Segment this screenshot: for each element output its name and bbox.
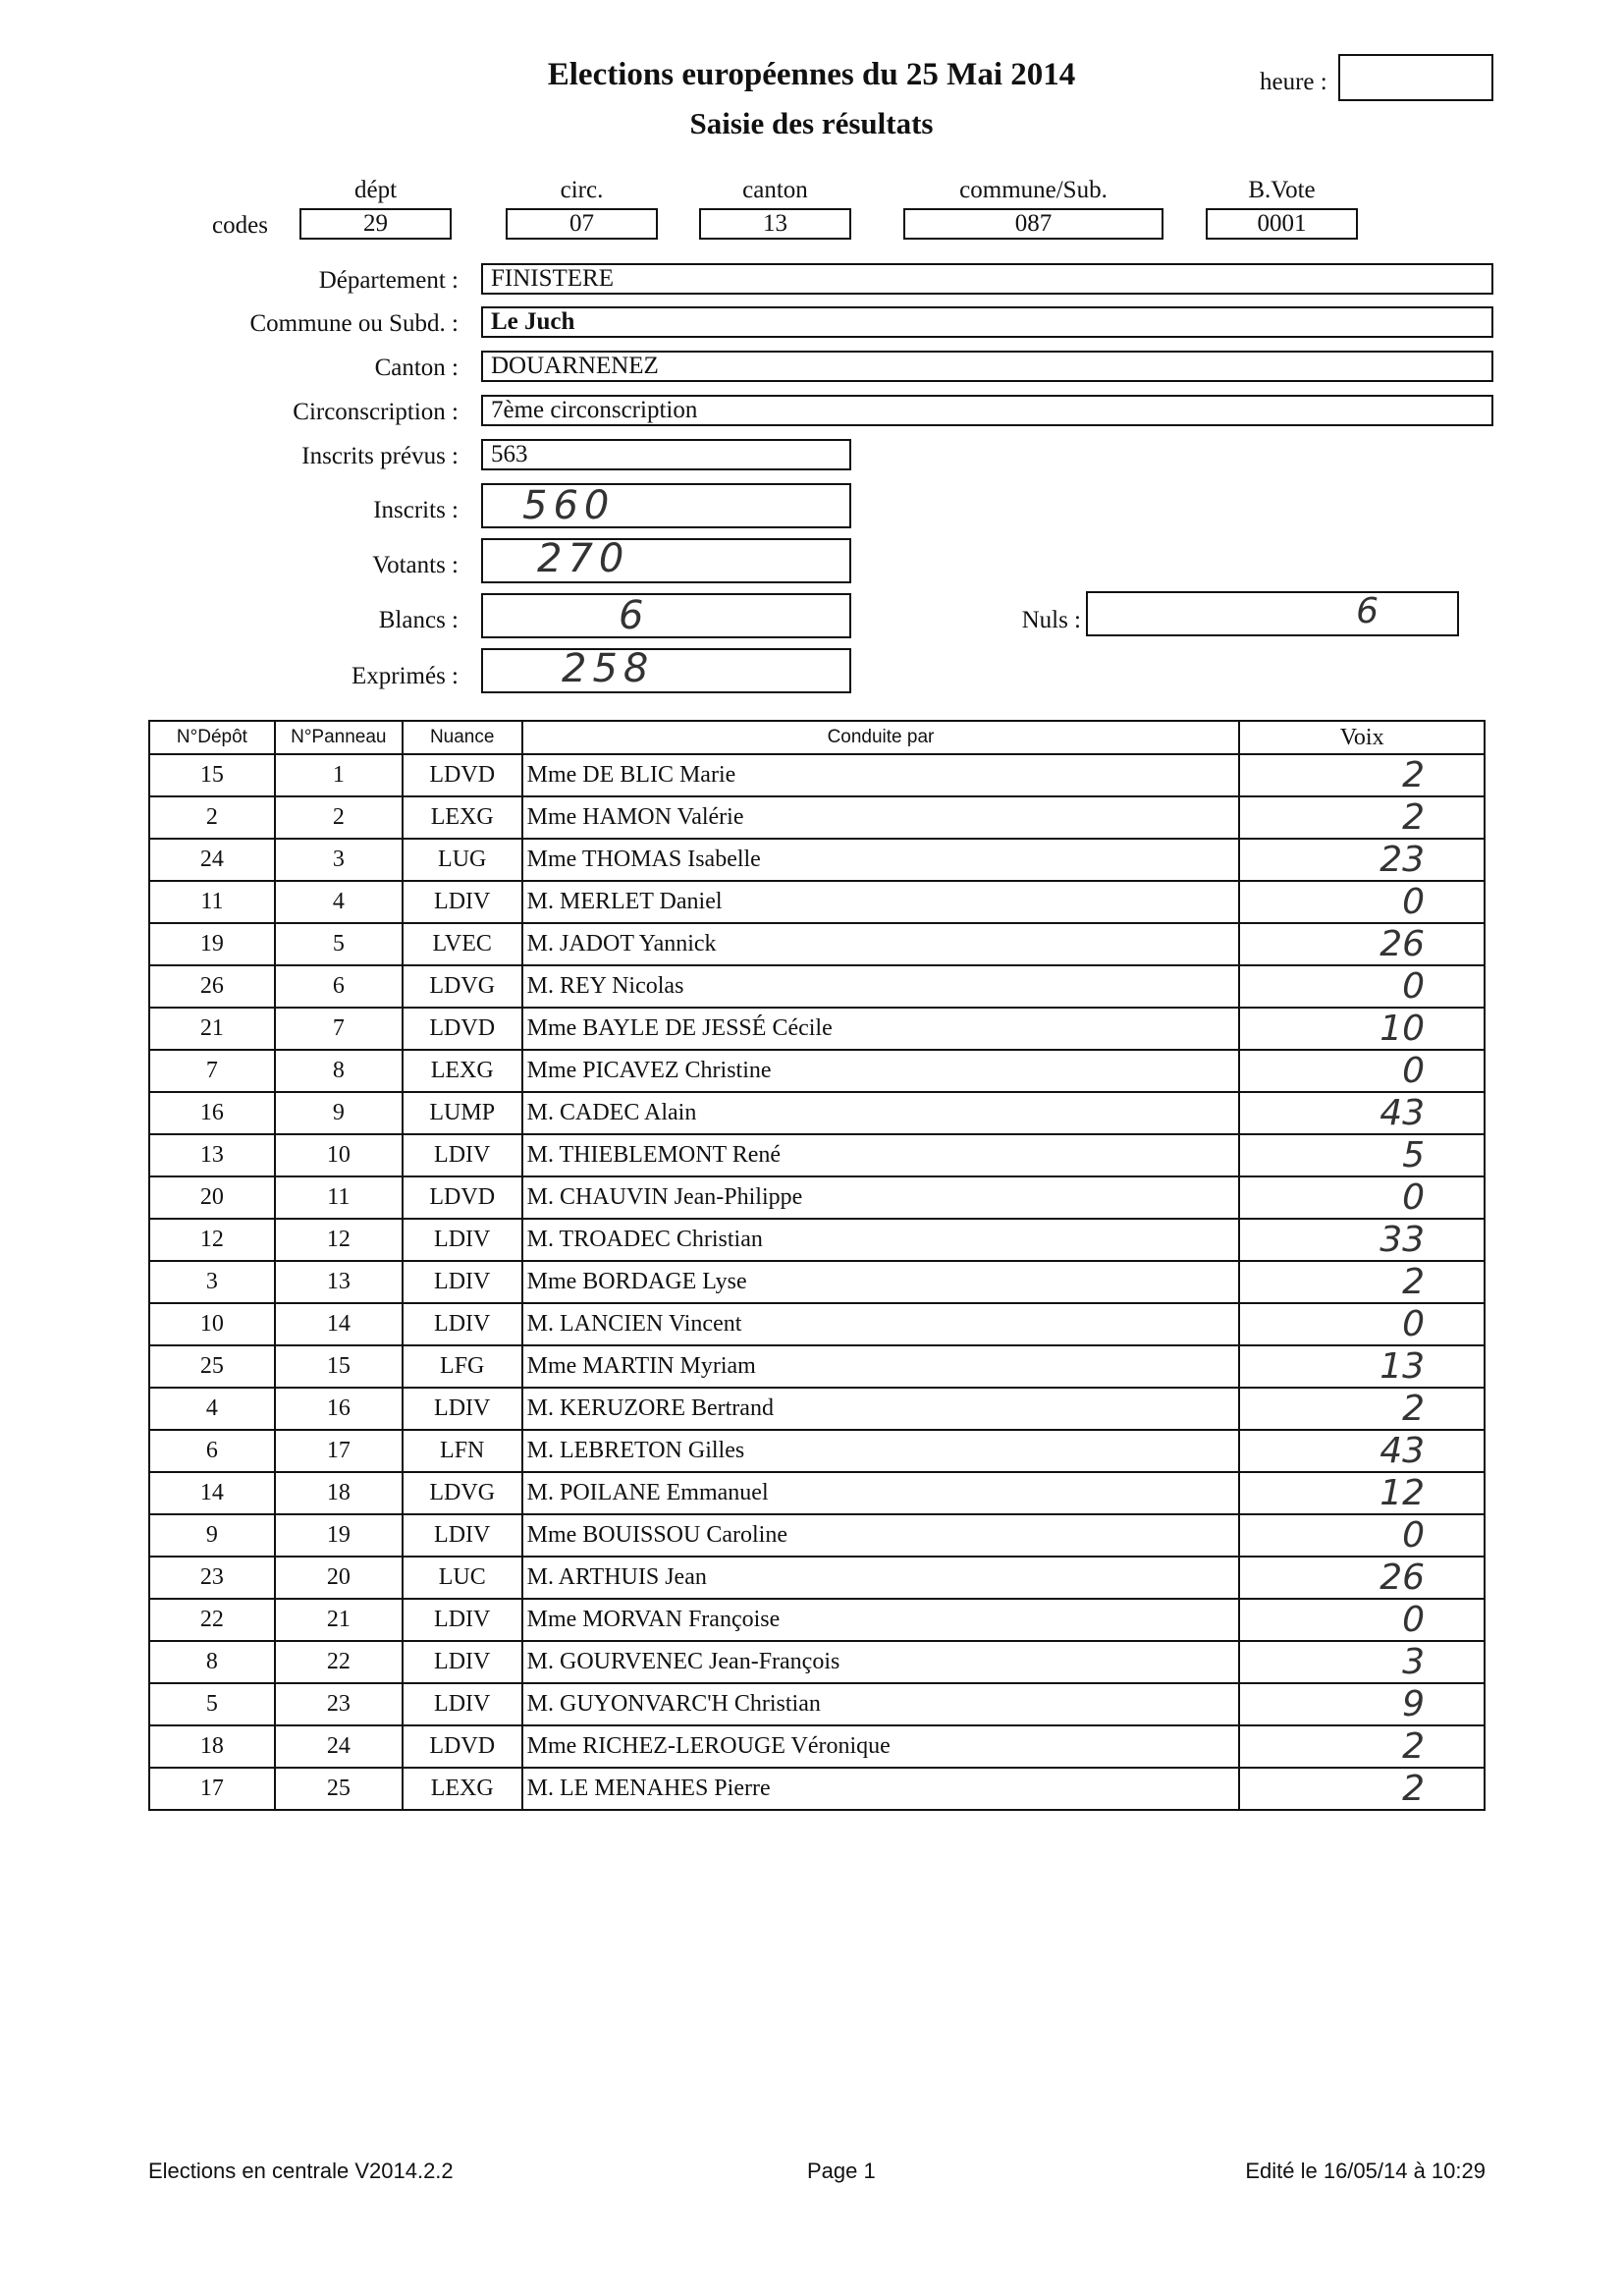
departement-label: Département : xyxy=(318,267,459,294)
nuance-cell: LFN xyxy=(403,1430,522,1472)
commune-code-label: commune/Sub. xyxy=(959,177,1108,203)
voix-cell[interactable]: 2 xyxy=(1239,796,1485,839)
conduite-cell: M. MERLET Daniel xyxy=(522,881,1240,923)
blancs-field[interactable] xyxy=(481,593,851,638)
depot-cell: 18 xyxy=(149,1725,275,1768)
conduite-cell: Mme MORVAN Françoise xyxy=(522,1599,1240,1641)
table-row xyxy=(149,965,1485,1008)
table-row xyxy=(149,1050,1485,1092)
conduite-cell: M. POILANE Emmanuel xyxy=(522,1472,1240,1514)
conduite-cell: Mme THOMAS Isabelle xyxy=(522,839,1240,881)
conduite-cell: M. LANCIEN Vincent xyxy=(522,1303,1240,1345)
nuance-cell: LFG xyxy=(403,1345,522,1388)
table-row xyxy=(149,1388,1485,1430)
voix-cell[interactable]: 43 xyxy=(1239,1430,1485,1472)
nuls-label: Nuls : xyxy=(1021,607,1081,633)
voix-cell[interactable]: 0 xyxy=(1239,1303,1485,1345)
circonscription-field[interactable]: 7ème circonscription xyxy=(481,395,1493,426)
nuance-cell: LDVD xyxy=(403,1725,522,1768)
conduite-cell: Mme BAYLE DE JESSÉ Cécile xyxy=(522,1008,1240,1050)
nuance-cell: LDIV xyxy=(403,1134,522,1176)
table-row xyxy=(149,1514,1485,1557)
table-row xyxy=(149,1768,1485,1810)
canton-code-label: canton xyxy=(742,177,808,203)
panneau-cell: 18 xyxy=(275,1472,403,1514)
table-row xyxy=(149,1641,1485,1683)
nuance-cell: LDIV xyxy=(403,1683,522,1725)
panneau-cell: 17 xyxy=(275,1430,403,1472)
depot-cell: 25 xyxy=(149,1345,275,1388)
results-table xyxy=(148,720,1486,1811)
voix-cell[interactable]: 26 xyxy=(1239,923,1485,965)
panneau-cell: 3 xyxy=(275,839,403,881)
panneau-cell: 21 xyxy=(275,1599,403,1641)
depot-cell: 13 xyxy=(149,1134,275,1176)
depot-cell: 9 xyxy=(149,1514,275,1557)
depot-cell: 2 xyxy=(149,796,275,839)
footer-version: Elections en centrale V2014.2.2 xyxy=(148,2159,454,2183)
conduite-cell: M. LEBRETON Gilles xyxy=(522,1430,1240,1472)
dept-code-label: dépt xyxy=(353,177,398,203)
inscrits-value: 560 xyxy=(522,483,616,528)
nuance-cell: LEXG xyxy=(403,1050,522,1092)
depot-cell: 17 xyxy=(149,1768,275,1810)
depot-cell: 3 xyxy=(149,1261,275,1303)
depot-cell: 22 xyxy=(149,1599,275,1641)
col-header-conduite: Conduite par xyxy=(522,721,1240,754)
nuance-cell: LDIV xyxy=(403,1303,522,1345)
col-header-nuance: Nuance xyxy=(403,721,522,754)
nuls-field[interactable] xyxy=(1086,591,1459,636)
circ-code-field[interactable]: 07 xyxy=(506,208,658,240)
voix-cell[interactable]: 0 xyxy=(1239,1599,1485,1641)
panneau-cell: 5 xyxy=(275,923,403,965)
table-row xyxy=(149,1134,1485,1176)
voix-cell[interactable]: 33 xyxy=(1239,1219,1485,1261)
voix-cell[interactable]: 13 xyxy=(1239,1345,1485,1388)
panneau-cell: 1 xyxy=(275,754,403,796)
nuance-cell: LDVG xyxy=(403,965,522,1008)
nuance-cell: LUC xyxy=(403,1557,522,1599)
nuance-cell: LDIV xyxy=(403,1641,522,1683)
votants-label: Votants : xyxy=(372,552,459,578)
panneau-cell: 6 xyxy=(275,965,403,1008)
voix-cell[interactable]: 2 xyxy=(1239,1725,1485,1768)
table-row xyxy=(149,1599,1485,1641)
conduite-cell: M. JADOT Yannick xyxy=(522,923,1240,965)
blancs-value: 6 xyxy=(619,593,644,638)
panneau-cell: 9 xyxy=(275,1092,403,1134)
nuance-cell: LDIV xyxy=(403,881,522,923)
voix-cell[interactable]: 43 xyxy=(1239,1092,1485,1134)
table-row xyxy=(149,1472,1485,1514)
depot-cell: 5 xyxy=(149,1683,275,1725)
table-row xyxy=(149,1176,1485,1219)
nuance-cell: LDIV xyxy=(403,1388,522,1430)
commune-field[interactable]: Le Juch xyxy=(481,306,1493,338)
conduite-cell: M. KERUZORE Bertrand xyxy=(522,1388,1240,1430)
exprimes-value: 258 xyxy=(562,646,655,691)
dept-code-field[interactable]: 29 xyxy=(299,208,452,240)
col-header-depot: N°Dépôt xyxy=(149,721,275,754)
departement-field[interactable]: FINISTERE xyxy=(481,263,1493,295)
conduite-cell: M. TROADEC Christian xyxy=(522,1219,1240,1261)
voix-cell[interactable]: 23 xyxy=(1239,839,1485,881)
col-header-panneau: N°Panneau xyxy=(275,721,403,754)
table-row xyxy=(149,796,1485,839)
voix-cell[interactable]: 0 xyxy=(1239,965,1485,1008)
voix-cell[interactable]: 12 xyxy=(1239,1472,1485,1514)
conduite-cell: Mme BOUISSOU Caroline xyxy=(522,1514,1240,1557)
nuance-cell: LDIV xyxy=(403,1514,522,1557)
voix-cell[interactable]: 2 xyxy=(1239,1768,1485,1810)
table-row xyxy=(149,754,1485,796)
nuance-cell: LEXG xyxy=(403,1768,522,1810)
conduite-cell: M. LE MENAHES Pierre xyxy=(522,1768,1240,1810)
nuance-cell: LDVD xyxy=(403,1008,522,1050)
panneau-cell: 12 xyxy=(275,1219,403,1261)
voix-cell[interactable]: 0 xyxy=(1239,1050,1485,1092)
table-header-row xyxy=(149,721,1485,754)
panneau-cell: 14 xyxy=(275,1303,403,1345)
nuance-cell: LUMP xyxy=(403,1092,522,1134)
panneau-cell: 8 xyxy=(275,1050,403,1092)
depot-cell: 4 xyxy=(149,1388,275,1430)
conduite-cell: M. GOURVENEC Jean-François xyxy=(522,1641,1240,1683)
inscrits-field[interactable] xyxy=(481,483,851,528)
circonscription-label: Circonscription : xyxy=(293,399,459,425)
conduite-cell: Mme BORDAGE Lyse xyxy=(522,1261,1240,1303)
nuance-cell: LDVG xyxy=(403,1472,522,1514)
voix-cell[interactable]: 0 xyxy=(1239,1514,1485,1557)
depot-cell: 11 xyxy=(149,881,275,923)
circ-code-label: circ. xyxy=(560,177,604,203)
table-row xyxy=(149,1557,1485,1599)
conduite-cell: Mme PICAVEZ Christine xyxy=(522,1050,1240,1092)
commune-code-field[interactable]: 087 xyxy=(903,208,1163,240)
depot-cell: 8 xyxy=(149,1641,275,1683)
depot-cell: 26 xyxy=(149,965,275,1008)
voix-cell[interactable]: 9 xyxy=(1239,1683,1485,1725)
inscrits-prevus-label: Inscrits prévus : xyxy=(301,443,459,469)
voix-cell[interactable]: 0 xyxy=(1239,881,1485,923)
depot-cell: 16 xyxy=(149,1092,275,1134)
nuance-cell: LDIV xyxy=(403,1219,522,1261)
voix-cell[interactable]: 3 xyxy=(1239,1641,1485,1683)
page-subtitle: Saisie des résultats xyxy=(689,106,934,140)
table-row xyxy=(149,881,1485,923)
voix-cell[interactable]: 2 xyxy=(1239,754,1485,796)
col-header-voix: Voix xyxy=(1239,721,1485,754)
depot-cell: 23 xyxy=(149,1557,275,1599)
table-row xyxy=(149,1008,1485,1050)
depot-cell: 19 xyxy=(149,923,275,965)
table-row xyxy=(149,839,1485,881)
conduite-cell: M. CHAUVIN Jean-Philippe xyxy=(522,1176,1240,1219)
nuance-cell: LUG xyxy=(403,839,522,881)
conduite-cell: M. REY Nicolas xyxy=(522,965,1240,1008)
conduite-cell: Mme HAMON Valérie xyxy=(522,796,1240,839)
table-row xyxy=(149,1261,1485,1303)
nuance-cell: LDIV xyxy=(403,1599,522,1641)
depot-cell: 6 xyxy=(149,1430,275,1472)
conduite-cell: M. GUYONVARC'H Christian xyxy=(522,1683,1240,1725)
conduite-cell: M. CADEC Alain xyxy=(522,1092,1240,1134)
panneau-cell: 7 xyxy=(275,1008,403,1050)
table-row xyxy=(149,1683,1485,1725)
nuance-cell: LEXG xyxy=(403,796,522,839)
votants-value: 270 xyxy=(537,536,630,581)
panneau-cell: 11 xyxy=(275,1176,403,1219)
panneau-cell: 15 xyxy=(275,1345,403,1388)
voix-cell[interactable]: 5 xyxy=(1239,1134,1485,1176)
inscrits-prevus-field[interactable]: 563 xyxy=(481,439,851,470)
panneau-cell: 13 xyxy=(275,1261,403,1303)
voix-cell[interactable]: 26 xyxy=(1239,1557,1485,1599)
panneau-cell: 19 xyxy=(275,1514,403,1557)
table-row xyxy=(149,1092,1485,1134)
panneau-cell: 22 xyxy=(275,1641,403,1683)
panneau-cell: 4 xyxy=(275,881,403,923)
depot-cell: 15 xyxy=(149,754,275,796)
exprimes-field[interactable] xyxy=(481,648,851,693)
table-row xyxy=(149,1345,1485,1388)
nuance-cell: LDVD xyxy=(403,754,522,796)
table-row xyxy=(149,1725,1485,1768)
inscrits-label: Inscrits : xyxy=(373,497,459,523)
conduite-cell: M. THIEBLEMONT René xyxy=(522,1134,1240,1176)
depot-cell: 24 xyxy=(149,839,275,881)
panneau-cell: 16 xyxy=(275,1388,403,1430)
depot-cell: 12 xyxy=(149,1219,275,1261)
table-row xyxy=(149,923,1485,965)
panneau-cell: 20 xyxy=(275,1557,403,1599)
panneau-cell: 24 xyxy=(275,1725,403,1768)
canton-label: Canton : xyxy=(374,355,459,381)
canton-code-field[interactable]: 13 xyxy=(699,208,851,240)
voix-cell[interactable]: 10 xyxy=(1239,1008,1485,1050)
depot-cell: 14 xyxy=(149,1472,275,1514)
table-row xyxy=(149,1219,1485,1261)
panneau-cell: 10 xyxy=(275,1134,403,1176)
bvote-code-field[interactable]: 0001 xyxy=(1206,208,1358,240)
conduite-cell: Mme RICHEZ-LEROUGE Véronique xyxy=(522,1725,1240,1768)
votants-field[interactable] xyxy=(481,538,851,583)
panneau-cell: 25 xyxy=(275,1768,403,1810)
canton-field[interactable]: DOUARNENEZ xyxy=(481,351,1493,382)
depot-cell: 7 xyxy=(149,1050,275,1092)
voix-cell[interactable]: 2 xyxy=(1239,1388,1485,1430)
heure-label: heure : xyxy=(1260,69,1327,95)
table-row xyxy=(149,1430,1485,1472)
bvote-code-label: B.Vote xyxy=(1248,177,1316,203)
blancs-label: Blancs : xyxy=(378,607,459,633)
voix-cell[interactable]: 0 xyxy=(1239,1176,1485,1219)
depot-cell: 20 xyxy=(149,1176,275,1219)
nuance-cell: LDIV xyxy=(403,1261,522,1303)
panneau-cell: 23 xyxy=(275,1683,403,1725)
panneau-cell: 2 xyxy=(275,796,403,839)
exprimes-label: Exprimés : xyxy=(351,663,459,689)
nuance-cell: LDVD xyxy=(403,1176,522,1219)
heure-field[interactable] xyxy=(1338,54,1493,101)
conduite-cell: Mme MARTIN Myriam xyxy=(522,1345,1240,1388)
commune-label: Commune ou Subd. : xyxy=(249,310,459,337)
page-title: Elections européennes du 25 Mai 2014 xyxy=(547,57,1076,92)
table-row xyxy=(149,1303,1485,1345)
depot-cell: 10 xyxy=(149,1303,275,1345)
nuls-value: 6 xyxy=(1356,591,1379,631)
nuance-cell: LVEC xyxy=(403,923,522,965)
conduite-cell: Mme DE BLIC Marie xyxy=(522,754,1240,796)
depot-cell: 21 xyxy=(149,1008,275,1050)
footer-edited: Edité le 16/05/14 à 10:29 xyxy=(1245,2159,1486,2183)
codes-label: codes xyxy=(212,212,268,239)
conduite-cell: M. ARTHUIS Jean xyxy=(522,1557,1240,1599)
voix-cell[interactable]: 2 xyxy=(1239,1261,1485,1303)
footer-page: Page 1 xyxy=(807,2159,876,2183)
